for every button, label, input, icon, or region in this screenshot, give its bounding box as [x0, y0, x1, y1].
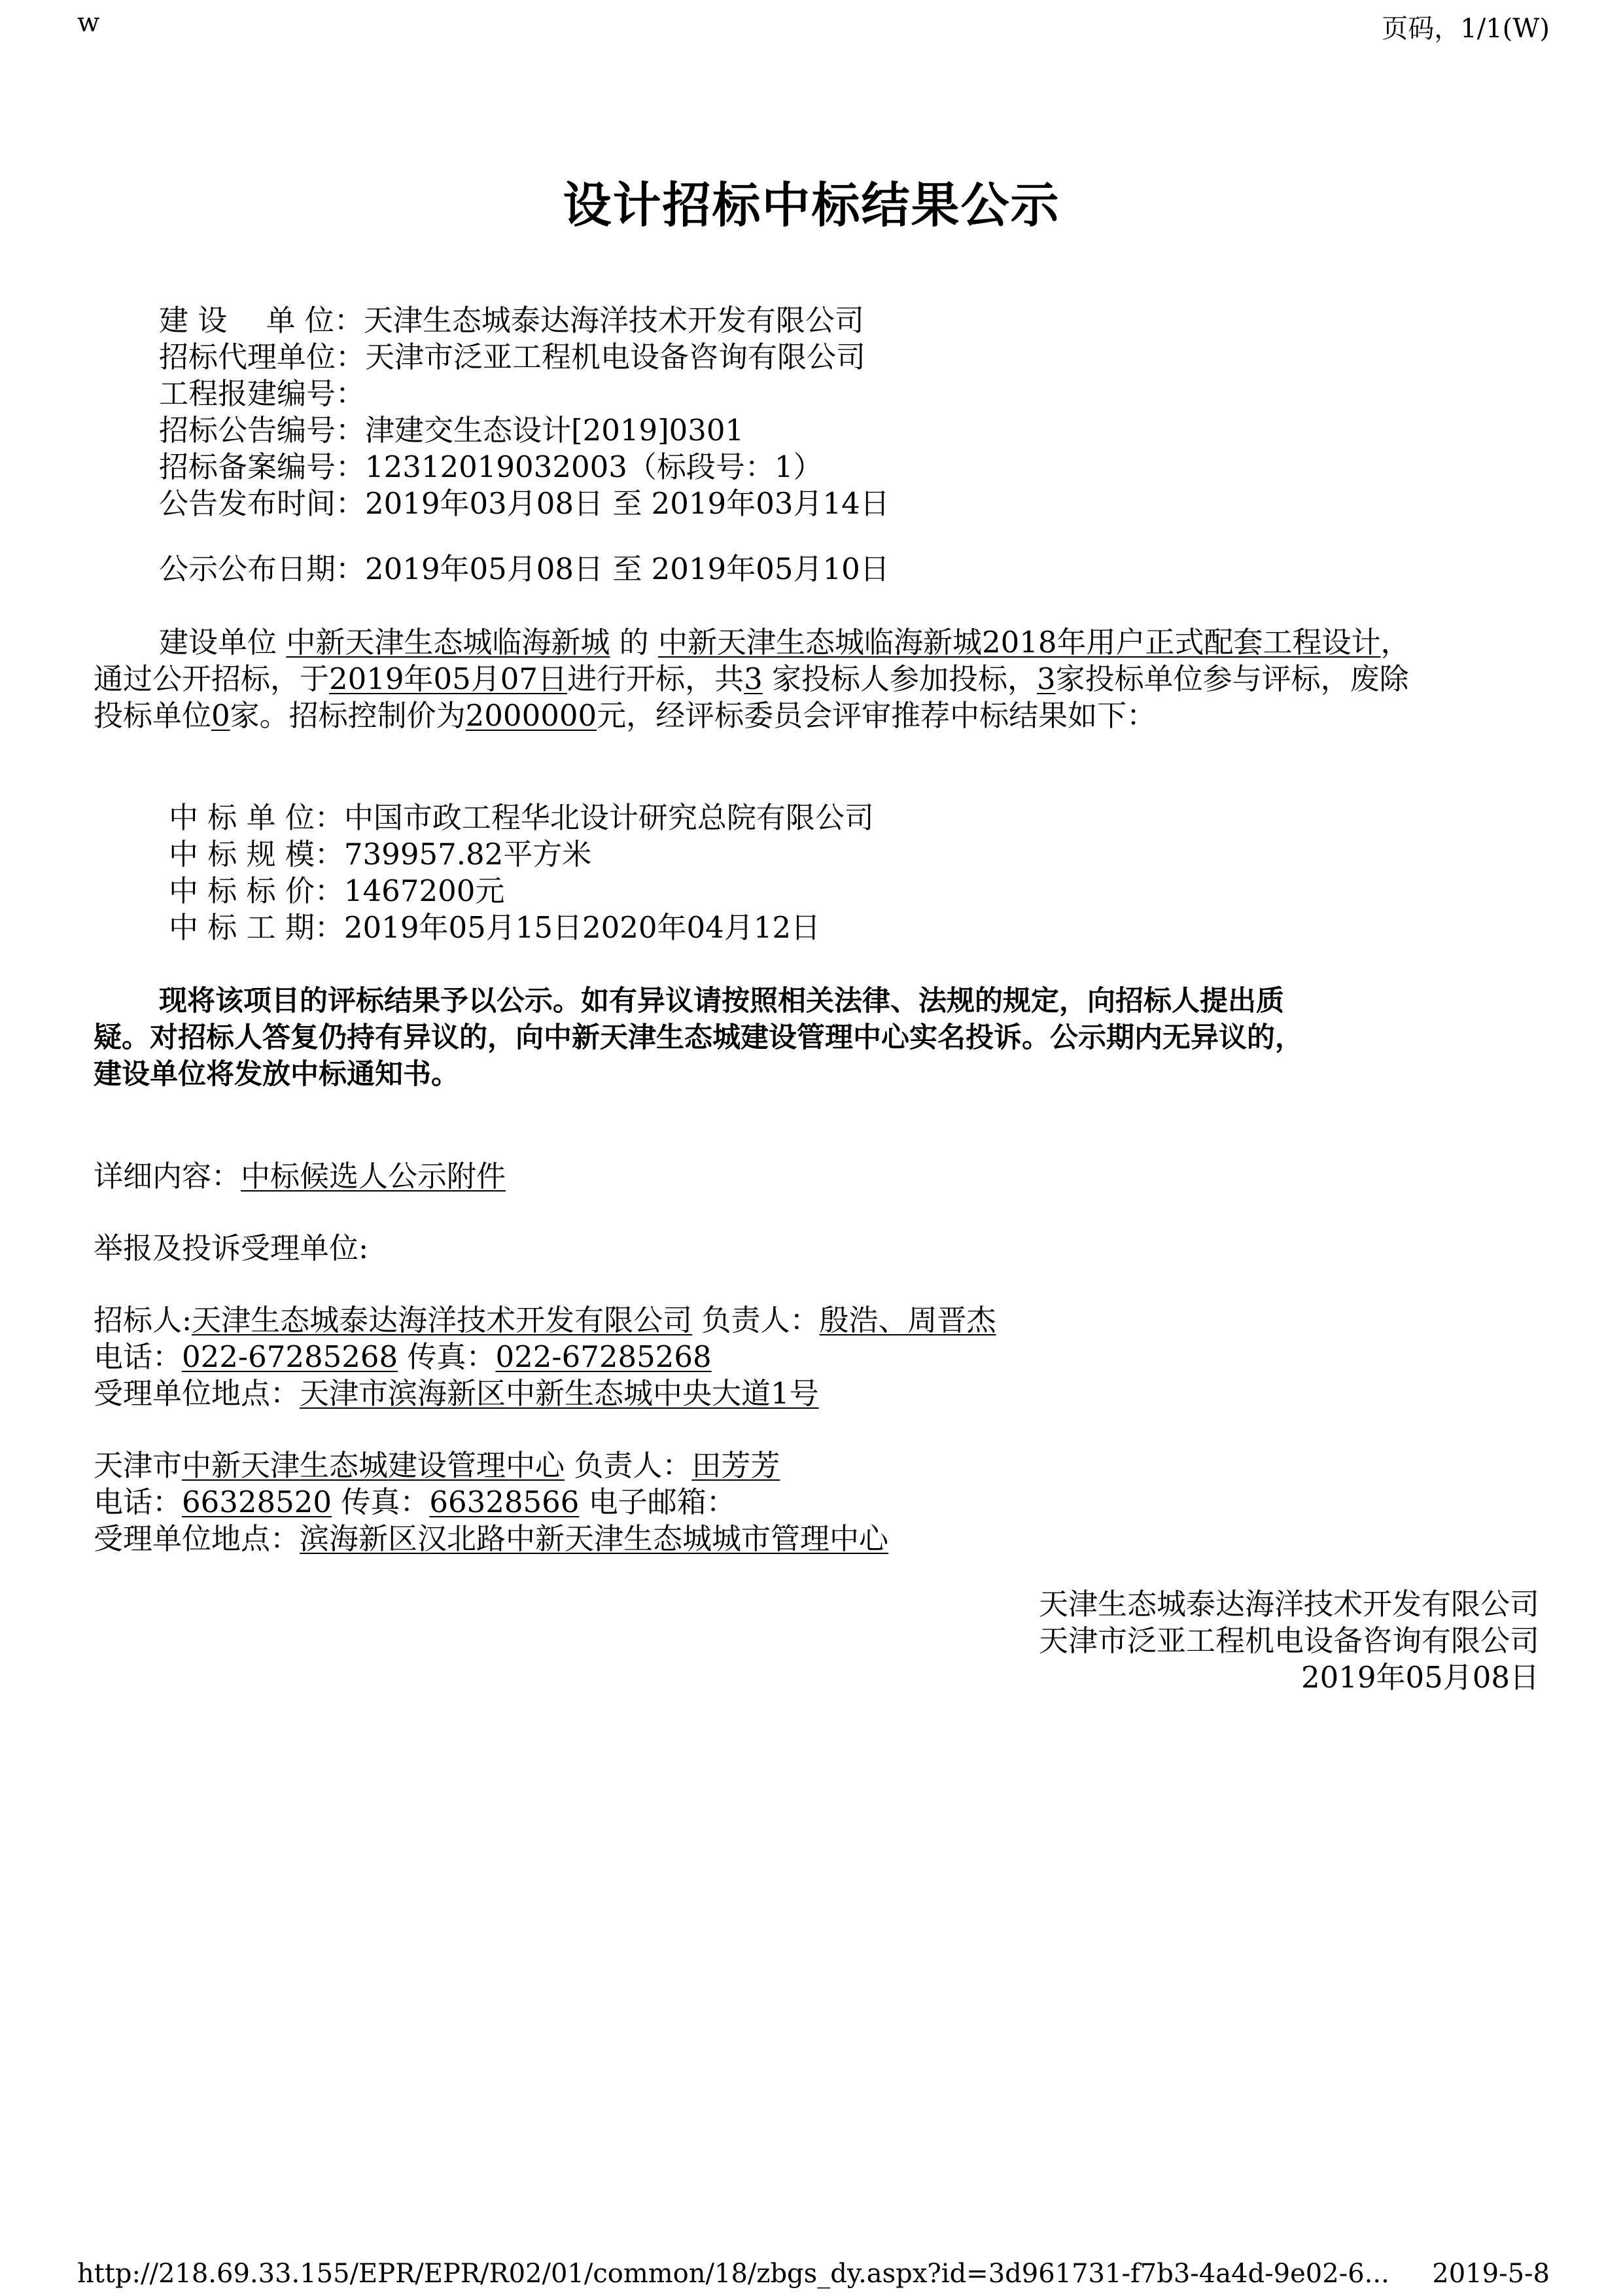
body-text: 的 [610, 625, 658, 660]
authority-person: 田芳芳 [691, 1448, 780, 1483]
project-no-label: 工程报建编号： [159, 376, 366, 411]
notice-no-value: 津建交生态设计[2019]0301 [365, 413, 744, 448]
opening-date: 2019年05月07日 [329, 662, 568, 696]
record-no-label: 招标备案编号： [159, 450, 366, 484]
publish-time-value: 2019年03月08日 至 2019年03月14日 [365, 486, 890, 521]
footer-url: http://218.69.33.155/EPR/EPR/R02/01/common/18/zbgs_dy.aspx?id=3d961731-f7b3-4a4d-9e02-6... [77, 2259, 1389, 2289]
authority-address-row [94, 1521, 888, 1557]
tenderer-phone-label: 电话： [94, 1339, 183, 1374]
authority-row [94, 1447, 780, 1484]
tenderer-row [94, 1302, 996, 1339]
authority-email-label: 电子邮箱： [579, 1485, 736, 1519]
authority-fax: 66328566 [429, 1485, 580, 1519]
builder-row [159, 302, 864, 339]
scale-label: 中 标 规 模： [169, 837, 344, 872]
body-text: 建设单位 [159, 625, 287, 660]
scale-value: 739957.82平方米 [343, 837, 592, 872]
announce-date-value: 2019年05月08日 至 2019年05月10日 [365, 552, 890, 586]
price-label: 中 标 标 价： [169, 874, 344, 908]
winner-label: 中 标 单 位： [169, 800, 344, 835]
record-no-value: 12312019032003（标段号：1） [365, 450, 823, 484]
notice-no-label: 招标公告编号： [159, 413, 366, 448]
project-no-row [159, 376, 365, 412]
price-value: 1467200元 [343, 874, 505, 908]
attachment-link[interactable]: 中标候选人公示附件 [241, 1159, 506, 1193]
announce-date-row [159, 551, 890, 588]
page-number: 页码，1/1(W) [1382, 14, 1550, 44]
tenderer-address-label: 受理单位地点： [94, 1376, 300, 1411]
tenderer-address: 天津市滨海新区中新生态城中央大道1号 [300, 1376, 819, 1411]
authority-phone: 66328520 [182, 1485, 332, 1519]
announce-date-label: 公示公布日期： [159, 552, 366, 586]
authority-phone-label: 电话： [94, 1485, 183, 1519]
agent-value: 天津市泛亚工程机电设备咨询有限公司 [365, 340, 866, 374]
price-row [169, 873, 504, 910]
period-label: 中 标 工 期： [169, 910, 344, 945]
signature-org-1: 天津生态城泰达海洋技术开发有限公司 [1038, 1587, 1539, 1621]
period-value: 2019年05月15日2020年04月12日 [343, 910, 821, 945]
publish-time-row [159, 486, 890, 522]
notice-line-1: 现将该项目的评标结果予以公示。如有异议请按照相关法律、法规的规定，向招标人提出质 [159, 985, 1284, 1017]
tenderer-fax-label: 传真： [398, 1339, 496, 1374]
publish-time-label: 公告发布时间： [159, 486, 366, 521]
body-line-2 [94, 661, 1409, 698]
tenderer-label: 招标人: [94, 1303, 192, 1337]
tenderer-person: 殷浩、周晋杰 [819, 1303, 996, 1337]
body-text: 家。招标控制价为 [230, 698, 466, 733]
bidder-count: 3 [744, 662, 763, 696]
authority-person-label: 负责人： [565, 1448, 692, 1483]
winner-value: 中国市政工程华北设计研究总院有限公司 [343, 800, 874, 835]
notice-no-row [159, 412, 744, 449]
authority-prefix: 天津市 [94, 1448, 183, 1483]
authority-name-link[interactable]: 中新天津生态城建设管理中心 [182, 1448, 565, 1483]
details-row [94, 1158, 506, 1195]
builder-value: 天津生态城泰达海洋技术开发有限公司 [363, 303, 864, 338]
body-text: 进行开标，共 [567, 662, 744, 696]
authority-address-label: 受理单位地点： [94, 1521, 300, 1556]
tenderer-fax: 022-67285268 [495, 1339, 712, 1374]
body-line-3 [94, 698, 1156, 734]
authority-fax-label: 传真： [332, 1485, 430, 1519]
agent-row [159, 339, 865, 376]
tenderer-name-link[interactable]: 天津生态城泰达海洋技术开发有限公司 [192, 1303, 693, 1337]
rejected-count: 0 [211, 698, 230, 733]
tenderer-person-label: 负责人： [692, 1303, 820, 1337]
body-text: 投标单位 [94, 698, 212, 733]
period-row [169, 910, 820, 946]
tenderer-phone: 022-67285268 [182, 1339, 398, 1374]
tenderer-address-row [94, 1375, 819, 1412]
notice-line-3: 建设单位将发放中标通知书。 [94, 1058, 459, 1091]
tenderer-contact-row [94, 1339, 712, 1375]
project-name-link[interactable]: 中新天津生态城临海新城2018年用户正式配套工程设计 [657, 625, 1381, 660]
scale-row [169, 836, 591, 873]
footer-date: 2019-5-8 [1432, 2259, 1550, 2289]
body-text: ， [1380, 625, 1410, 660]
record-no-row [159, 449, 822, 486]
body-text: 元，经评标委员会评审推荐中标结果如下： [597, 698, 1157, 733]
body-line-1 [159, 624, 1410, 661]
builder-label: 建 设 单 位： [159, 303, 364, 338]
agent-label: 招标代理单位： [159, 340, 366, 374]
body-text: 通过公开招标，于 [94, 662, 330, 696]
authority-address: 滨海新区汉北路中新天津生态城城市管理中心 [300, 1521, 889, 1556]
notice-line-2: 疑。对招标人答复仍持有异议的，向中新天津生态城建设管理中心实名投诉。公示期内无异议的， [94, 1021, 1303, 1054]
page-title: 设计招标中标结果公示 [563, 177, 1060, 234]
evaluated-count: 3 [1037, 662, 1056, 696]
control-price: 2000000 [465, 698, 597, 733]
body-text: 家投标人参加投标， [762, 662, 1038, 696]
winner-row [169, 800, 874, 836]
complaint-heading: 举报及投诉受理单位: [94, 1231, 369, 1265]
signature-date: 2019年05月08日 [1300, 1660, 1539, 1695]
authority-contact-row [94, 1484, 736, 1521]
body-text: 家投标单位参与评标，废除 [1055, 662, 1409, 696]
details-label: 详细内容： [94, 1159, 241, 1193]
header-left-mark: w [77, 8, 100, 38]
builder-unit-link[interactable]: 中新天津生态城临海新城 [286, 625, 610, 660]
signature-org-2: 天津市泛亚工程机电设备咨询有限公司 [1038, 1623, 1539, 1658]
